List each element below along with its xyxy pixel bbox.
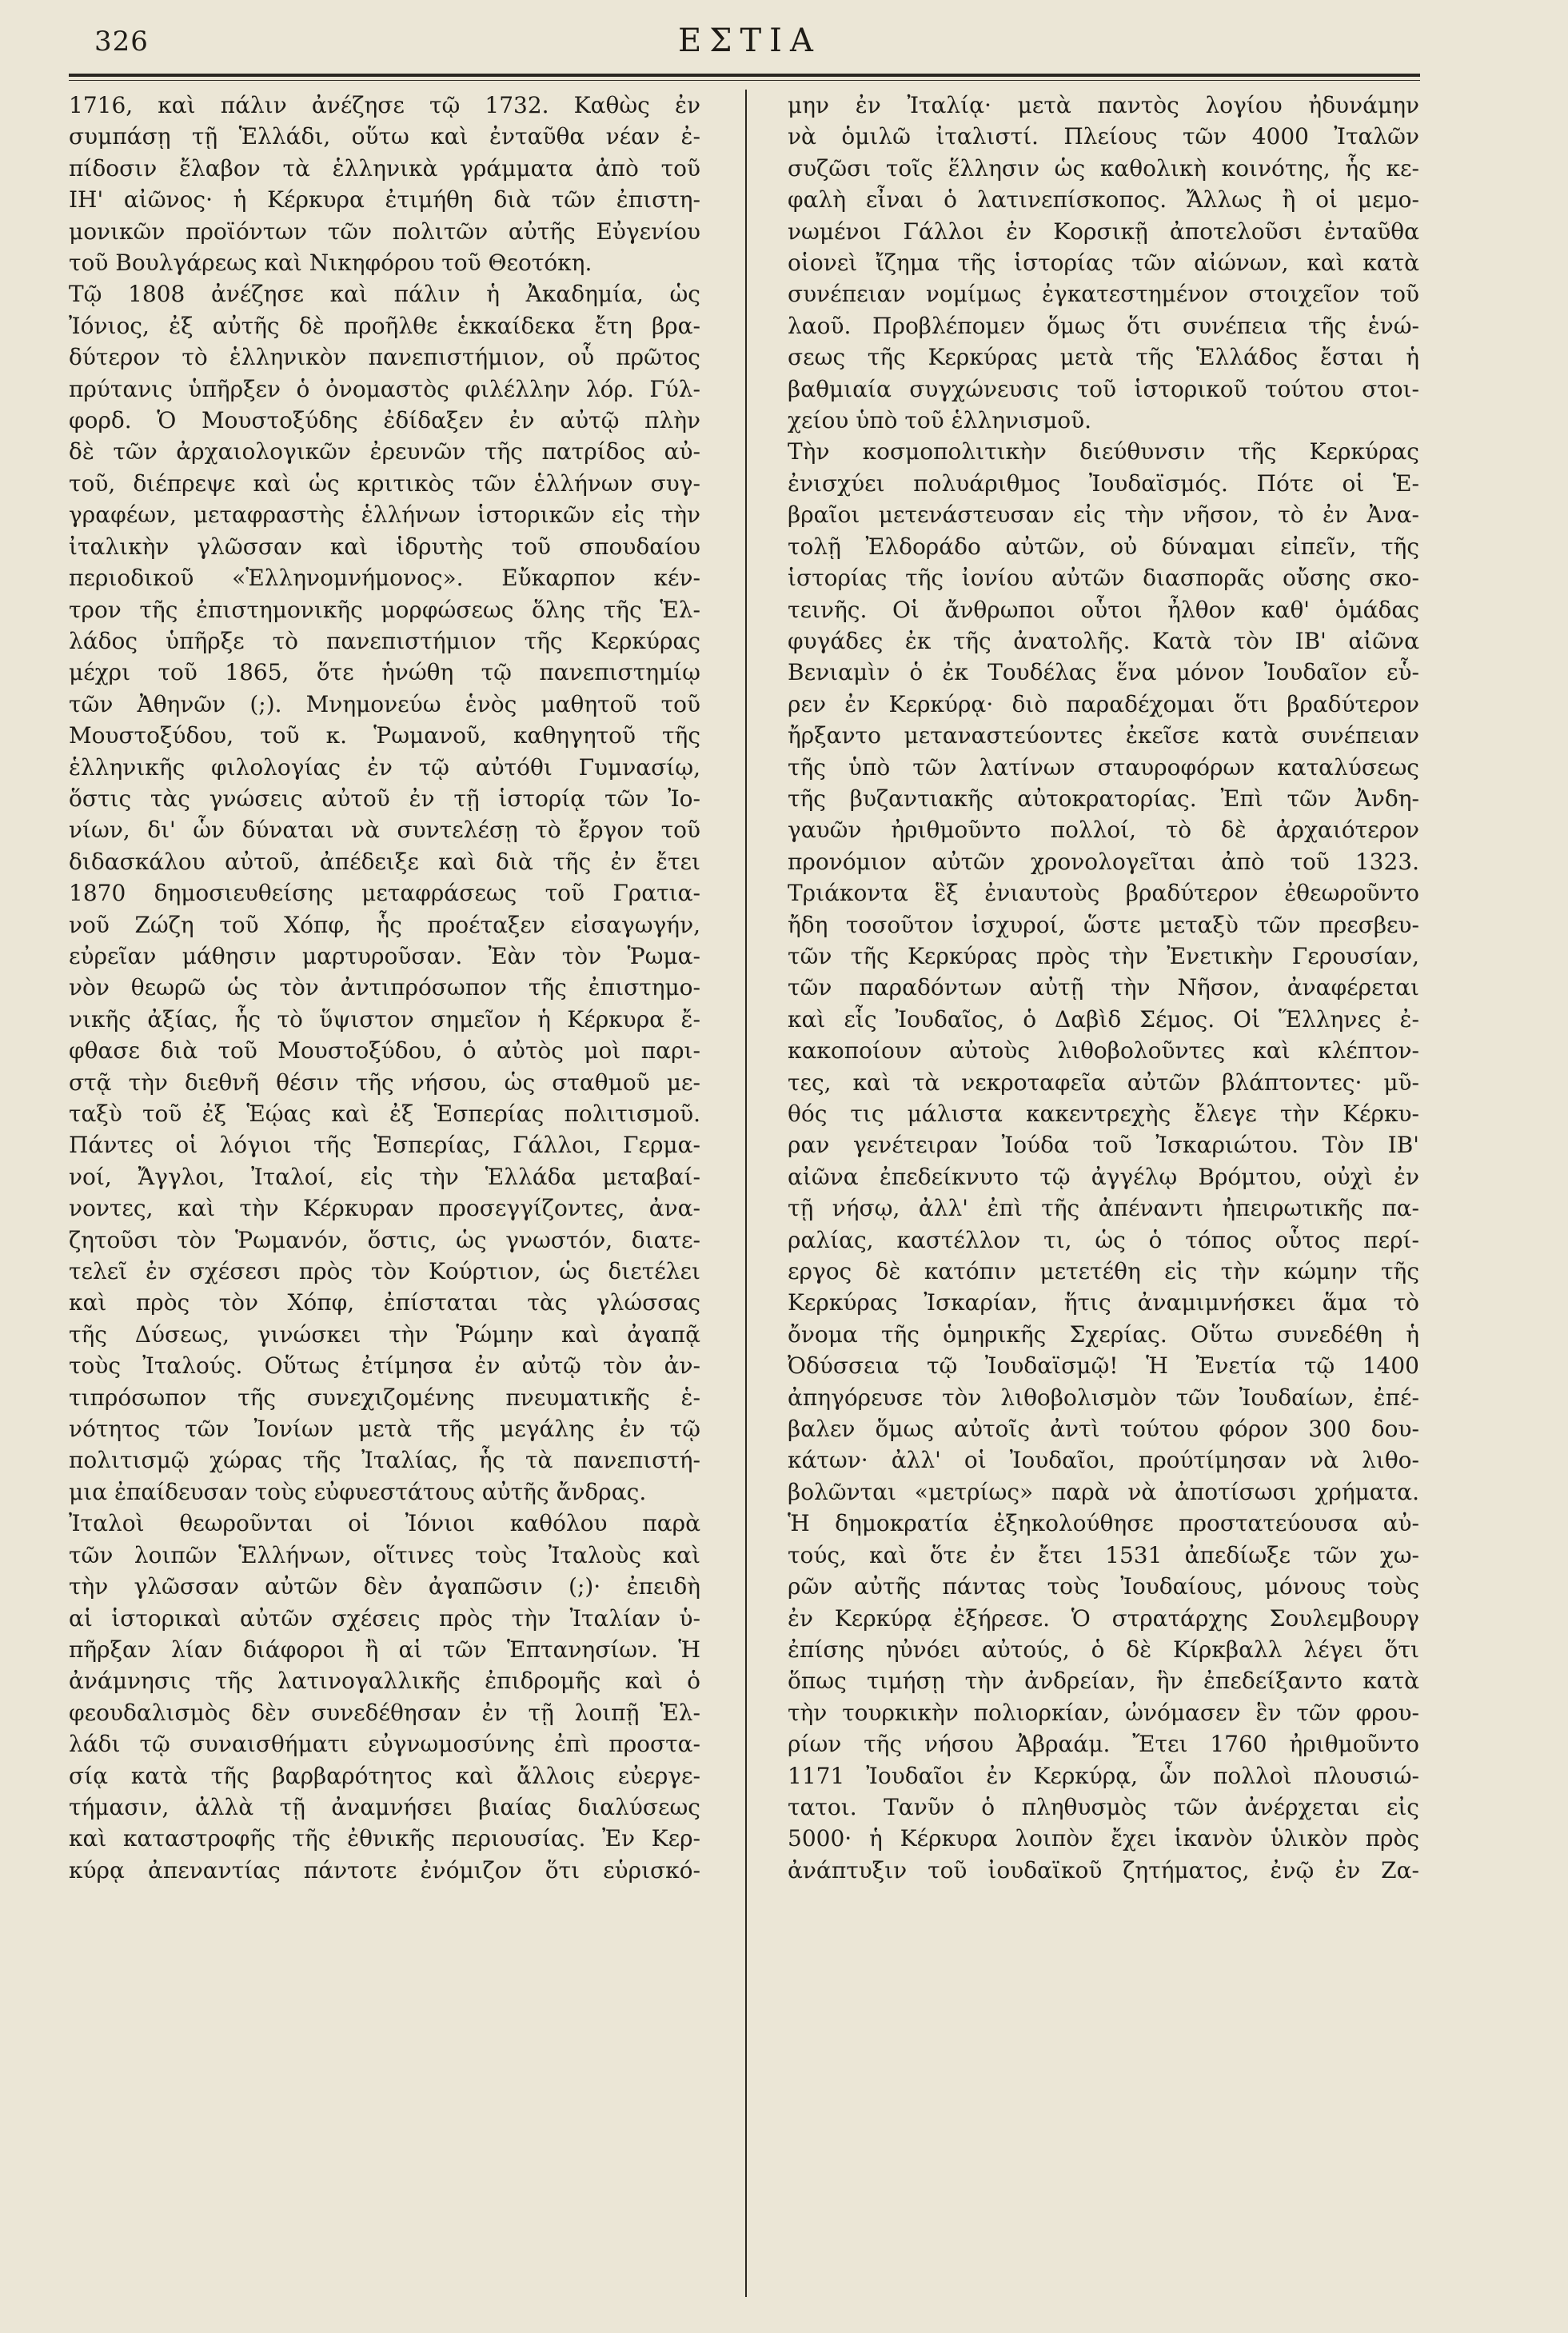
text-line: Πάντες οἱ λόγιοι τῆς Ἑσπερίας, Γάλλοι, Γερμα- <box>69 1132 700 1159</box>
text-line: τῆς βυζαντιακῆς αὐτοκρατορίας. Ἐπὶ τῶν Ἀνδη- <box>788 785 1419 812</box>
text-line: τὴν γλῶσσαν αὐτῶν δὲν ἀγαπῶσιν (;)· ἐπειδὴ <box>69 1573 700 1600</box>
text-line: τατοι. Τανῦν ὁ πληθυσμὸς τῶν ἀνέρχεται εἰς <box>788 1793 1419 1820</box>
text-line: νίων, δι' ὧν δύναται νὰ συντελέσῃ τὸ ἔργον τοῦ <box>69 817 700 844</box>
text-line: τελεῖ ἐν σχέσεσι πρὸς τὸν Κούρτιον, ὡς διετέλει <box>69 1258 700 1285</box>
text-line: στᾷ τὴν διεθνῆ θέσιν τῆς νήσου, ὡς σταθμοῦ με- <box>69 1069 700 1096</box>
right-column <box>788 90 1419 2297</box>
text-line: 5000· ἡ Κέρκυρα λοιπὸν ἔχει ἱκανὸν ὑλικὸν πρὸς <box>788 1825 1419 1852</box>
text-line: τούς, καὶ ὅτε ἐν ἔτει 1531 ἀπεδίωξε τῶν χω- <box>788 1541 1419 1568</box>
text-line: τῶν Ἀθηνῶν (;). Μνημονεύω ἑνὸς μαθητοῦ τοῦ <box>69 690 700 717</box>
text-line: τῆς Δύσεως, γινώσκει τὴν Ῥώμην καὶ ἀγαπᾷ <box>69 1320 700 1348</box>
text-line: τῇ νήσῳ, ἀλλ' ἐπὶ τῆς ἀπέναντι ἠπειρωτικῆς πα- <box>788 1195 1419 1222</box>
text-line: εργος δὲ κατόπιν μετετέθη εἰς τὴν κώμην τῆς <box>788 1258 1419 1285</box>
text-line: νωμένοι Γάλλοι ἐν Κορσικῇ ἀποτελοῦσι ἐνταῦθα <box>788 218 1419 245</box>
text-line: τεινῆς. Οἱ ἄνθρωποι οὗτοι ἦλθον καθ' ὁμάδας <box>788 596 1419 623</box>
left-column <box>69 90 700 2297</box>
text-line: ὄνομα τῆς ὁμηρικῆς Σχερίας. Οὕτω συνεδέθη ἡ <box>788 1320 1419 1348</box>
text-line: λάδι τῷ συναισθήματι εὐγνωμοσύνης ἐπὶ προστα- <box>69 1731 700 1758</box>
text-line: ὅπως τιμήσῃ τὴν ἀνδρείαν, ἣν ἐπεδείξαντο κατὰ <box>788 1668 1419 1695</box>
text-line: ἐνισχύει πολυάριθμος Ἰουδαϊσμός. Πότε οἱ Ἑ- <box>788 469 1419 497</box>
text-line: κακοποίουν αὐτοὺς λιθοβολοῦντες καὶ κλέπτον- <box>788 1037 1419 1065</box>
text-line: οἱονεὶ ἴζημα τῆς ἱστορίας τῶν αἰώνων, καὶ κατὰ <box>788 250 1419 277</box>
text-line: τρον τῆς ἐπιστημονικῆς μορφώσεως ὅλης τῆς Ἑλ- <box>69 596 700 623</box>
text-line: καὶ εἷς Ἰουδαῖος, ὁ Δαβὶδ Σέμος. Οἱ Ἕλληνες ἐ- <box>788 1005 1419 1033</box>
text-line: νοῦ Ζώζη τοῦ Χόπφ, ἧς προέταξεν εἰσαγωγήν, <box>69 911 700 938</box>
text-line: συνέπειαν νομίμως ἐγκατεστημένον στοιχεῖον τοῦ <box>788 281 1419 308</box>
text-line: ρῶν αὐτῆς πάντας τοὺς Ἰουδαίους, μόνους τοὺς <box>788 1573 1419 1600</box>
text-line: νικῆς ἀξίας, ἧς τὸ ὕψιστον σημεῖον ἡ Κέρκυρα ἔ- <box>69 1005 700 1033</box>
text-line: τὴν τουρκικὴν πολιορκίαν, ὠνόμασεν ἓν τῶν φρου- <box>788 1699 1419 1726</box>
text-line: μια ἐπαίδευσαν τοὺς εὐφυεστάτους αὐτῆς ἄνδρας. <box>69 1478 647 1505</box>
text-line: τοὺς Ἰταλούς. Οὕτως ἐτίμησα ἐν αὐτῷ τὸν ἀν- <box>69 1352 700 1380</box>
text-line: Ἰταλοὶ θεωροῦνται οἱ Ἰόνιοι καθόλου παρὰ <box>69 1510 700 1537</box>
text-line: 1716, καὶ πάλιν ἀνέζησε τῷ 1732. Καθὼς ἐν <box>69 92 700 118</box>
text-line: Ἡ δημοκρατία ἐξηκολούθησε προστατεύουσα αὐ- <box>788 1510 1419 1537</box>
text-line: ἀνάπτυξιν τοῦ ἰουδαϊκοῦ ζητήματος, ἐνῷ ἐν Ζα- <box>788 1856 1419 1884</box>
text-line: Μουστοξύδου, τοῦ κ. Ῥωμανοῦ, καθηγητοῦ τῆς <box>69 722 700 749</box>
text-line: προνόμιον αὐτῶν χρονολογεῖται ἀπὸ τοῦ 1323. <box>788 848 1419 875</box>
text-line: ἀνάμνησις τῆς λατινογαλλικῆς ἐπιδρομῆς καὶ ὁ <box>69 1668 700 1695</box>
text-line: σίᾳ κατὰ τῆς βαρβαρότητος καὶ ἄλλοις εὐεργε- <box>69 1762 700 1789</box>
text-line: Ὀδύσσεια τῷ Ἰουδαϊσμῷ! Ἡ Ἐνετία τῷ 1400 <box>788 1352 1419 1380</box>
text-line: πίδοσιν ἔλαβον τὰ ἑλληνικὰ γράμματα ἀπὸ τοῦ <box>69 154 700 182</box>
page-number: 326 <box>94 26 149 58</box>
text-line: γαυῶν ἠριθμοῦντο πολλοί, τὸ δὲ ἀρχαιότερον <box>788 817 1419 844</box>
running-title: ΕΣΤΙΑ <box>678 22 821 59</box>
text-line: ρίων τῆς νήσου Ἀβραάμ. Ἔτει 1760 ἠριθμοῦντο <box>788 1731 1419 1758</box>
text-line: φθασε διὰ τοῦ Μουστοξύδου, ὁ αὐτὸς μοὶ παρι- <box>69 1037 700 1065</box>
text-line: Κερκύρας Ἰσκαρίαν, ἥτις ἀναμιμνήσκει ἅμα τὸ <box>788 1289 1419 1316</box>
text-line: ρεν ἐν Κερκύρᾳ· διὸ παραδέχομαι ὅτι βραδύτερον <box>788 690 1419 717</box>
text-line: Τὴν κοσμοπολιτικὴν διεύθυνσιν τῆς Κερκύρας <box>788 438 1419 465</box>
text-line: ἤδη τοσοῦτον ἰσχυροί, ὥστε μεταξὺ τῶν πρεσβευ- <box>788 911 1419 938</box>
header-rule-thin <box>69 80 1420 81</box>
text-line: 1870 δημοσιευθείσης μεταφράσεως τοῦ Γρατια- <box>69 880 700 907</box>
text-line: Τριάκοντα ἓξ ἐνιαυτοὺς βραδύτερον ἐθεωροῦντο <box>788 880 1419 907</box>
text-line: καὶ πρὸς τὸν Χόπφ, ἐπίσταται τὰς γλώσσας <box>69 1289 700 1316</box>
text-line: φαλὴ εἶναι ὁ λατινεπίσκοπος. Ἄλλως ἢ οἱ μεμο- <box>788 186 1419 214</box>
text-line: τολῇ Ἐλδοράδο αὐτῶν, οὐ δύναμαι εἰπεῖν, τῆς <box>788 533 1419 560</box>
text-line: δὲ τῶν ἀρχαιολογικῶν ἐρευνῶν τῆς πατρίδος αὐ- <box>69 438 700 465</box>
text-line: ραλίας, καστέλλον τι, ὡς ὁ τόπος οὗτος περί- <box>788 1226 1419 1253</box>
text-line: κύρᾳ ἀπεναντίας πάντοτε ἐνόμιζον ὅτι εὑρισκό- <box>69 1856 700 1884</box>
text-line: ἱστορίας τῆς ἰονίου αὐτῶν διασπορᾶς οὔσης σκο- <box>788 565 1419 592</box>
text-line: νοί, Ἄγγλοι, Ἰταλοί, εἰς τὴν Ἑλλάδα μεταβαί- <box>69 1163 700 1190</box>
text-line: φυγάδες ἐκ τῆς ἀνατολῆς. Κατὰ τὸν ΙΒ' αἰῶνα <box>788 627 1419 654</box>
text-line: Τῷ 1808 ἀνέζησε καὶ πάλιν ἡ Ἀκαδημία, ὡς <box>69 281 700 308</box>
text-line: λάδος ὑπῆρξε τὸ πανεπιστήμιον τῆς Κερκύρας <box>69 627 700 654</box>
text-line: δύτερον τὸ ἑλληνικὸν πανεπιστήμιον, οὗ πρῶτος <box>69 344 700 371</box>
text-line: κάτων· ἀλλ' οἱ Ἰουδαῖοι, προύτίμησαν νὰ λιθο- <box>788 1447 1419 1474</box>
text-line: περιοδικοῦ «Ἑλληνομνήμονος». Εὔκαρπον κέν- <box>69 565 700 592</box>
text-line: τῶν λοιπῶν Ἑλλήνων, οἵτινες τοὺς Ἰταλοὺς καὶ <box>69 1541 700 1568</box>
text-line: τοῦ Βουλγάρεως καὶ Νικηφόρου τοῦ Θεοτόκη. <box>69 250 592 277</box>
text-line: τῆς ὑπὸ τῶν λατίνων σταυροφόρων καταλύσεως <box>788 753 1419 781</box>
text-line: νὰ ὁμιλῶ ἰταλιστί. Πλείους τῶν 4000 Ἰταλῶν <box>788 123 1419 150</box>
text-line: τιπρόσωπον τῆς συνεχιζομένης πνευματικῆς ἑ- <box>69 1384 700 1411</box>
text-line: νοντες, καὶ τὴν Κέρκυραν προσεγγίζοντες, ἀνα- <box>69 1195 700 1222</box>
text-line: τες, καὶ τὰ νεκροταφεῖα αὐτῶν βλάπτοντες· μῦ- <box>788 1069 1419 1096</box>
text-line: λαοῦ. Προβλέπομεν ὅμως ὅτι συνέπεια τῆς ἑνώ- <box>788 312 1419 339</box>
text-line: μέχρι τοῦ 1865, ὅτε ἡνώθη τῷ πανεπιστημίῳ <box>69 659 700 686</box>
text-line: μονικῶν προϊόντων τῶν πολιτῶν αὐτῆς Εὐγενίου <box>69 218 700 245</box>
text-line: ἰταλικὴν γλῶσσαν καὶ ἱδρυτὴς τοῦ σπουδαίου <box>69 533 700 560</box>
text-line: καὶ καταστροφῆς τῆς ἐθνικῆς περιουσίας. Ἐν Κερ- <box>69 1825 700 1852</box>
text-line: βαθμιαία συγχώνευσις τοῦ ἱστορικοῦ τούτου στοι- <box>788 375 1419 402</box>
text-line: μην ἐν Ἰταλίᾳ· μετὰ παντὸς λογίου ἠδυνάμην <box>788 92 1419 118</box>
text-line: ραν γενέτειραν Ἰούδα τοῦ Ἰσκαριώτου. Τὸν ΙΒ' <box>788 1132 1419 1159</box>
text-line: νότητος τῶν Ἰονίων μετὰ τῆς μεγάλης ἐν τῷ <box>69 1416 700 1443</box>
text-line: πολιτισμῷ χώρας τῆς Ἰταλίας, ἧς τὰ πανεπιστή- <box>69 1447 700 1474</box>
text-line: 1171 Ἰουδαῖοι ἐν Κερκύρᾳ, ὧν πολλοὶ πλουσιώ- <box>788 1762 1419 1789</box>
text-line: γραφέων, μεταφραστὴς ἑλλήνων ἱστορικῶν εἰς τὴν <box>69 501 700 529</box>
text-line: πῆρξαν λίαν διάφοροι ἢ αἱ τῶν Ἑπτανησίων. Ἡ <box>69 1636 700 1663</box>
text-line: τῶν παραδόντων αὐτῇ τὴν Νῆσον, ἀναφέρεται <box>788 974 1419 1001</box>
column-divider <box>745 90 747 2297</box>
text-line: ταξὺ τοῦ ἐξ Ἑῴας καὶ ἐξ Ἑσπερίας πολιτισμοῦ. <box>69 1101 700 1127</box>
text-line: χείου ὑπὸ τοῦ ἑλληνισμοῦ. <box>788 407 1092 434</box>
text-line: Ἰόνιος, ἐξ αὐτῆς δὲ προῆλθε ἑκκαίδεκα ἔτη βρα- <box>69 312 700 339</box>
text-line: ἀπηγόρευσε τὸν λιθοβολισμὸν τῶν Ἰουδαίων, ἐπέ- <box>788 1384 1419 1411</box>
text-line: αἱ ἱστορικαὶ αὐτῶν σχέσεις πρὸς τὴν Ἰταλίαν ὑ- <box>69 1604 700 1632</box>
text-line: φορδ. Ὁ Μουστοξύδης ἐδίδαξεν ἐν αὐτῷ πλὴν <box>69 407 700 434</box>
text-line: συμπάσῃ τῇ Ἑλλάδι, οὕτω καὶ ἐνταῦθα νέαν ἐ- <box>69 123 700 150</box>
text-line: θός τις μάλιστα κακεντρεχὴς ἔλεγε τὴν Κέρκυ- <box>788 1101 1419 1127</box>
text-line: τῶν τῆς Κερκύρας πρὸς τὴν Ἐνετικὴν Γερουσίαν, <box>788 942 1419 969</box>
text-line: αἰῶνα ἐπεδείκνυτο τῷ ἀγγέλῳ Βρόμτου, οὐχὶ ἐν <box>788 1163 1419 1190</box>
text-line: ἐπίσης ηὐνόει αὐτούς, ὁ δὲ Κίρκβαλλ λέγει ὅτι <box>788 1636 1419 1663</box>
text-line: ἤρξαντο μεταναστεύοντες ἐκεῖσε κατὰ συνέπειαν <box>788 722 1419 749</box>
text-line: τοῦ, διέπρεψε καὶ ὡς κριτικὸς τῶν ἑλλήνων συγ- <box>69 469 700 497</box>
text-line: πρύτανις ὑπῆρξεν ὁ ὀνομαστὸς φιλέλλην λόρ. Γύλ- <box>69 375 700 402</box>
text-line: τήμασιν, ἀλλὰ τῇ ἀναμνήσει βιαίας διαλύσεως <box>69 1793 700 1820</box>
page-header <box>70 22 1422 67</box>
text-line: ἑλληνικῆς φιλολογίας ἐν τῷ αὐτόθι Γυμνασίῳ, <box>69 753 700 781</box>
text-line: ΙΗ' αἰῶνος· ἡ Κέρκυρα ἐτιμήθη διὰ τῶν ἐπιστη- <box>69 186 700 214</box>
text-line: συζῶσι τοῖς ἕλλησιν ὡς καθολικὴ κοινότης, ἧς κε- <box>788 154 1419 182</box>
text-line: διδασκάλου αὐτοῦ, ἀπέδειξε καὶ διὰ τῆς ἐν ἔτει <box>69 848 700 875</box>
text-line: ζητοῦσι τὸν Ῥωμανόν, ὅστις, ὡς γνωστόν, διατε- <box>69 1226 700 1253</box>
text-line: βολῶνται «μετρίως» παρὰ νὰ ἀποτίσωσι χρήματα. <box>788 1478 1419 1505</box>
text-line: Βενιαμὶν ὁ ἐκ Τουδέλας ἕνα μόνον Ἰουδαῖον εὗ- <box>788 659 1419 686</box>
text-line: σεως τῆς Κερκύρας μετὰ τῆς Ἑλλάδος ἔσται ἡ <box>788 344 1419 371</box>
text-line: εὐρεῖαν μάθησιν μαρτυροῦσαν. Ἐὰν τὸν Ῥωμα- <box>69 942 700 969</box>
text-line: βραῖοι μετενάστευσαν εἰς τὴν νῆσον, τὸ ἐν Ἀνα- <box>788 501 1419 529</box>
text-line: νὸν θεωρῶ ὡς τὸν ἀντιπρόσωπον τῆς ἐπιστημο- <box>69 974 700 1001</box>
text-line: ὅστις τὰς γνώσεις αὐτοῦ ἐν τῇ ἱστορίᾳ τῶν Ἰο- <box>69 785 700 812</box>
header-rule <box>69 74 1420 77</box>
text-line: φεουδαλισμὸς δὲν συνεδέθησαν ἐν τῇ λοιπῇ Ἑλ- <box>69 1699 700 1726</box>
text-line: ἐν Κερκύρᾳ ἐξήρεσε. Ὁ στρατάρχης Σουλεμβουργ <box>788 1604 1419 1632</box>
text-line: βαλεν ὅμως αὐτοῖς ἀντὶ τούτου φόρον 300 δου- <box>788 1416 1419 1443</box>
